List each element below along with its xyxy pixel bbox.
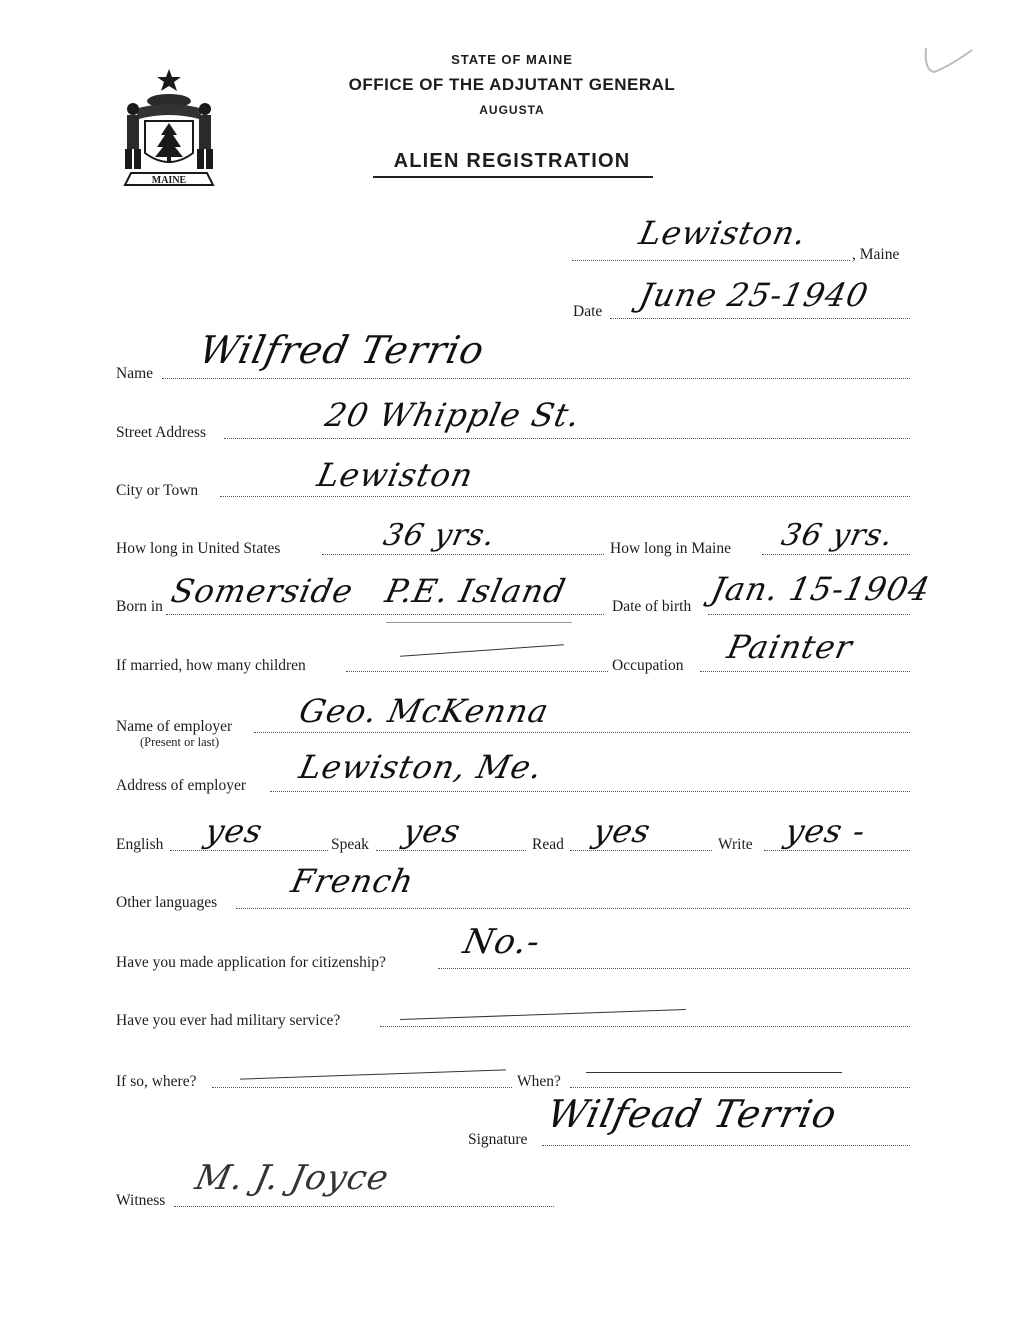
years-maine-entry: 36 yrs. bbox=[778, 518, 897, 553]
seal-banner-text: MAINE bbox=[151, 175, 187, 186]
when-label: When? bbox=[517, 1073, 561, 1090]
born-in-line bbox=[166, 614, 604, 615]
employer-label: Name of employer bbox=[116, 718, 233, 735]
married-children-label: If married, how many children bbox=[116, 657, 306, 674]
how-long-us-line bbox=[322, 554, 604, 555]
header-state: STATE OF MAINE bbox=[451, 52, 573, 67]
other-languages-label: Other languages bbox=[116, 894, 218, 911]
signature-label: Signature bbox=[468, 1131, 528, 1148]
english-label: English bbox=[116, 836, 164, 853]
married-children-line bbox=[346, 671, 608, 672]
form-title-underline bbox=[373, 176, 653, 178]
employer-note: (Present or last) bbox=[140, 735, 220, 749]
when-dash-mark bbox=[586, 1072, 842, 1073]
speak-entry: yes bbox=[399, 812, 465, 850]
occupation-line bbox=[700, 671, 910, 672]
date-line bbox=[610, 318, 910, 319]
citizenship-entry: No.- bbox=[459, 922, 545, 962]
children-dash-mark bbox=[400, 644, 564, 656]
city-line bbox=[220, 496, 910, 497]
when-line bbox=[570, 1087, 910, 1088]
read-label: Read bbox=[532, 836, 564, 853]
where-label: If so, where? bbox=[116, 1073, 197, 1090]
date-of-birth-label: Date of birth bbox=[612, 598, 692, 615]
born-in-label: Born in bbox=[116, 598, 163, 615]
witness-line bbox=[174, 1206, 554, 1207]
date-of-birth-line bbox=[708, 614, 910, 615]
town-entry: Lewiston. bbox=[635, 214, 811, 252]
speak-label: Speak bbox=[331, 836, 369, 853]
how-long-maine-line bbox=[762, 554, 910, 555]
occupation-entry: Painter bbox=[723, 628, 857, 666]
witness-label: Witness bbox=[116, 1192, 166, 1209]
speak-line bbox=[376, 850, 526, 851]
date-entry: June 25-1940 bbox=[635, 276, 873, 314]
years-us-entry: 36 yrs. bbox=[380, 518, 499, 553]
employer-line bbox=[254, 732, 910, 733]
employer-entry: Geo. McKenna bbox=[295, 692, 553, 730]
citizenship-line bbox=[438, 968, 910, 969]
city-entry: Lewiston bbox=[313, 456, 478, 494]
other-languages-entry: French bbox=[287, 862, 418, 900]
military-label: Have you ever had military service? bbox=[116, 1012, 341, 1029]
witness-entry: M. J. Joyce bbox=[191, 1158, 393, 1198]
employer-address-entry: Lewiston, Me. bbox=[295, 748, 547, 786]
born-place-entry: Somerside bbox=[167, 572, 357, 610]
street-label: Street Address bbox=[116, 424, 206, 441]
military-dash-mark bbox=[400, 1009, 686, 1020]
street-entry: 20 Whipple St. bbox=[321, 396, 584, 434]
signature-entry: Wilfead Terrio bbox=[543, 1092, 842, 1136]
name-line bbox=[162, 378, 910, 379]
street-line bbox=[224, 438, 910, 439]
born-underline bbox=[386, 622, 572, 623]
date-label: Date bbox=[573, 303, 603, 320]
write-label: Write bbox=[718, 836, 753, 853]
born-region-entry: P.E. Island bbox=[381, 572, 570, 610]
occupation-label: Occupation bbox=[612, 657, 684, 674]
city-label: City or Town bbox=[116, 482, 199, 499]
how-long-us-label: How long in United States bbox=[116, 540, 281, 557]
citizenship-label: Have you made application for citizenship? bbox=[116, 954, 386, 971]
header-office: OFFICE OF THE ADJUTANT GENERAL bbox=[348, 75, 676, 94]
header-city: AUGUSTA bbox=[479, 103, 545, 117]
town-line bbox=[572, 260, 850, 261]
name-label: Name bbox=[116, 365, 154, 382]
read-line bbox=[570, 850, 712, 851]
read-entry: yes bbox=[589, 812, 655, 850]
employer-address-line bbox=[270, 791, 910, 792]
signature-line bbox=[542, 1145, 910, 1146]
english-entry: yes bbox=[201, 812, 267, 850]
birth-date-entry: Jan. 15-1904 bbox=[707, 570, 934, 608]
english-line bbox=[170, 850, 328, 851]
how-long-maine-label: How long in Maine bbox=[610, 540, 731, 557]
military-line bbox=[380, 1026, 910, 1027]
name-entry: Wilfred Terrio bbox=[195, 328, 489, 372]
form-title: ALIEN REGISTRATION bbox=[393, 150, 631, 172]
write-entry: yes - bbox=[781, 812, 870, 850]
employer-address-label: Address of employer bbox=[116, 777, 246, 794]
where-dash-mark bbox=[240, 1069, 506, 1079]
write-line bbox=[764, 850, 910, 851]
maine-label: , Maine bbox=[852, 246, 900, 263]
other-languages-line bbox=[236, 908, 910, 909]
where-line bbox=[212, 1087, 512, 1088]
